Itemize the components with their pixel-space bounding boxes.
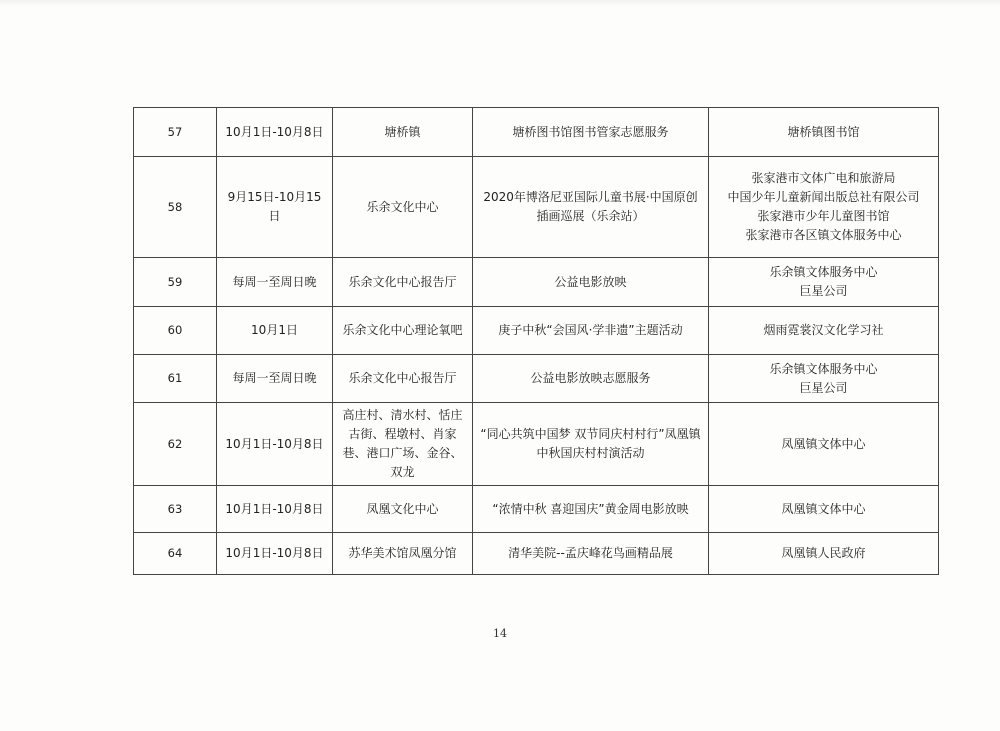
table-row [134, 157, 939, 258]
table-row [134, 108, 939, 157]
row-date: 每周一至周日晚 [217, 258, 333, 307]
organizer-line: 凤凰镇文体中心 [781, 436, 866, 451]
row-venue: 乐余文化中心理论氧吧 [333, 307, 473, 355]
organizer-line: 凤凰镇人民政府 [781, 546, 866, 560]
organizer-line: 塘桥镇图书馆 [787, 124, 860, 139]
row-organizer [709, 157, 939, 258]
organizer-line: 张家港市各区镇文体服务中心 [745, 228, 902, 242]
page-number: 14 [493, 627, 507, 640]
row-organizer [709, 403, 939, 486]
row-activity: “同心共筑中国梦 双节同庆村村行”凤凰镇中秋国庆村村演活动 [473, 403, 709, 486]
organizer-line: 乐余镇文体服务中心 [769, 265, 878, 279]
row-number: 58 [134, 157, 217, 258]
organizer-line: 张家港市文体广电和旅游局 [751, 171, 896, 185]
organizer-line: 巨星公司 [799, 380, 848, 395]
row-number: 59 [134, 258, 217, 307]
row-date: 9月15日-10月15日 [217, 157, 333, 258]
row-number: 63 [134, 486, 217, 533]
row-activity: 公益电影放映志愿服务 [473, 355, 709, 403]
table-row [134, 258, 939, 307]
table-row [134, 403, 939, 486]
activity-schedule-table [133, 107, 939, 575]
row-venue: 苏华美术馆凤凰分馆 [333, 533, 473, 575]
organizer-line: 乐余镇文体服务中心 [769, 361, 878, 376]
row-number: 61 [134, 355, 217, 403]
row-date: 10月1日 [217, 307, 333, 355]
organizer-line: 巨星公司 [799, 284, 848, 298]
row-organizer [709, 355, 939, 403]
row-activity: 塘桥图书馆图书管家志愿服务 [473, 108, 709, 157]
row-activity: “浓情中秋 喜迎国庆”黄金周电影放映 [473, 486, 709, 533]
row-activity: 2020年博洛尼亚国际儿童书展·中国原创插画巡展（乐余站） [473, 157, 709, 258]
row-venue: 凤凰文化中心 [333, 486, 473, 533]
row-venue: 乐余文化中心报告厅 [333, 258, 473, 307]
organizer-line: 中国少年儿童新闻出版总社有限公司 [727, 190, 920, 204]
organizer-line: 张家港市少年儿童图书馆 [757, 209, 890, 223]
row-number: 64 [134, 533, 217, 575]
row-venue: 高庄村、清水村、恬庄古街、程墩村、肖家巷、港口广场、金谷、双龙 [333, 403, 473, 486]
row-organizer [709, 533, 939, 575]
organizer-line: 烟雨霓裳汉文化学习社 [763, 323, 884, 337]
table-row [134, 307, 939, 355]
table-row [134, 355, 939, 403]
row-number: 62 [134, 403, 217, 486]
row-organizer [709, 307, 939, 355]
table-row [134, 533, 939, 575]
row-date: 每周一至周日晚 [217, 355, 333, 403]
row-venue: 塘桥镇 [333, 108, 473, 157]
row-venue: 乐余文化中心 [333, 157, 473, 258]
row-organizer [709, 486, 939, 533]
table-row [134, 486, 939, 533]
row-date: 10月1日-10月8日 [217, 486, 333, 533]
row-activity: 公益电影放映 [473, 258, 709, 307]
row-date: 10月1日-10月8日 [217, 533, 333, 575]
row-date: 10月1日-10月8日 [217, 403, 333, 486]
row-organizer [709, 108, 939, 157]
row-organizer [709, 258, 939, 307]
row-number: 60 [134, 307, 217, 355]
organizer-line: 凤凰镇文体中心 [781, 501, 866, 516]
row-venue: 乐余文化中心报告厅 [333, 355, 473, 403]
row-date: 10月1日-10月8日 [217, 108, 333, 157]
row-activity: 清华美院--孟庆峰花鸟画精品展 [473, 533, 709, 575]
row-activity: 庚子中秋“会国风·学非遗”主题活动 [473, 307, 709, 355]
row-number: 57 [134, 108, 217, 157]
